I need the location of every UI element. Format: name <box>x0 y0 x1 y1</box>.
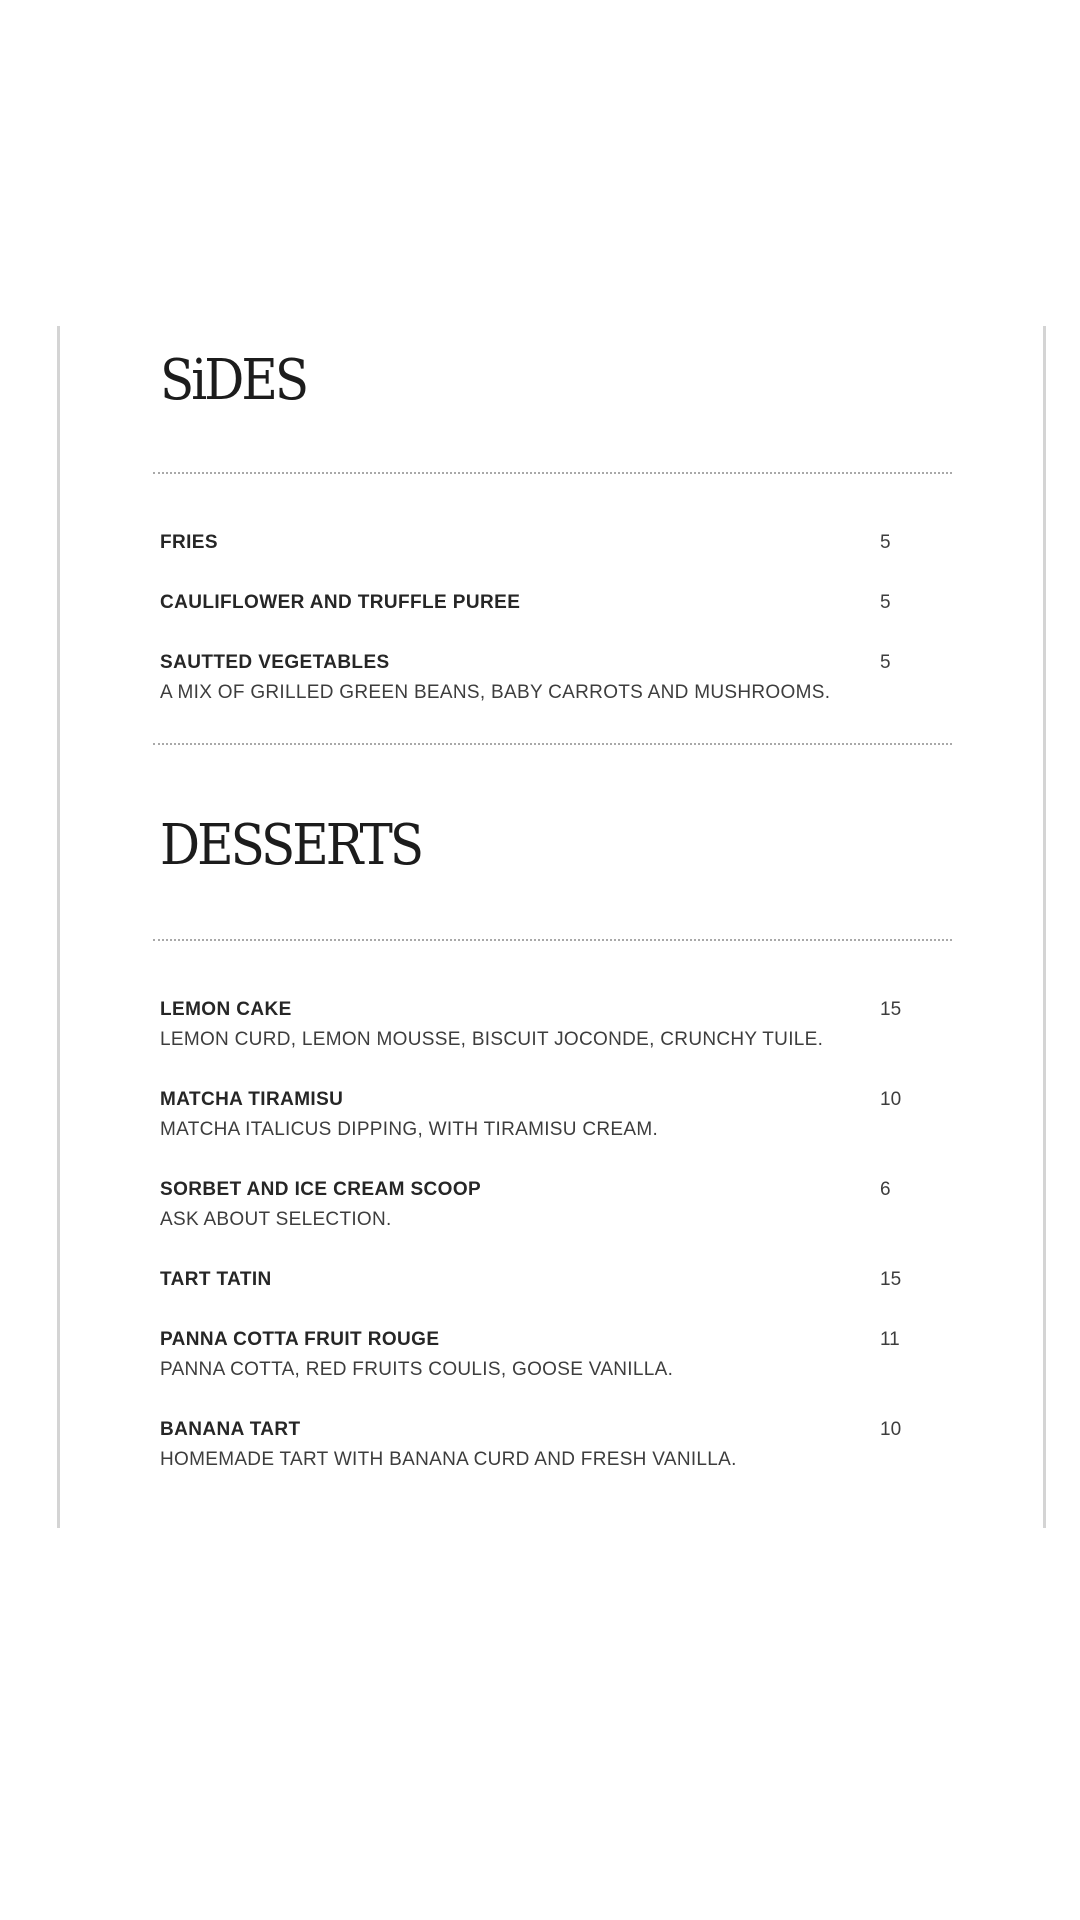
item-name: BANANA TART <box>160 1419 301 1440</box>
divider <box>153 472 952 474</box>
item-price: 15 <box>880 999 902 1020</box>
item-price: 11 <box>880 1329 900 1350</box>
item-description: MATCHA ITALICUS DIPPING, WITH TIRAMISU CREAM. <box>160 1119 659 1140</box>
item-name: FRIES <box>160 532 218 553</box>
item-name: MATCHA TIRAMISU <box>160 1089 344 1110</box>
divider <box>153 939 952 941</box>
divider <box>153 743 952 745</box>
item-price: 10 <box>880 1419 902 1440</box>
menu-item-cauliflower-puree <box>160 591 950 615</box>
item-name: PANNA COTTA FRUIT ROUGE <box>160 1329 440 1350</box>
menu-item-sorbet-ice-cream <box>160 1178 950 1232</box>
menu-item-panna-cotta <box>160 1328 950 1382</box>
item-description: PANNA COTTA, RED FRUITS COULIS, GOOSE VANILLA. <box>160 1359 674 1380</box>
menu-item-tart-tatin <box>160 1268 950 1292</box>
menu-item-fries <box>160 531 950 555</box>
item-name: SORBET AND ICE CREAM SCOOP <box>160 1179 482 1200</box>
item-name: LEMON CAKE <box>160 999 292 1020</box>
item-price: 5 <box>880 652 891 673</box>
item-name: TART TATIN <box>160 1269 272 1290</box>
item-price: 15 <box>880 1269 902 1290</box>
item-price: 5 <box>880 592 891 613</box>
item-name: CAULIFLOWER AND TRUFFLE PUREE <box>160 592 521 613</box>
item-description: LEMON CURD, LEMON MOUSSE, BISCUIT JOCONDE, CRUNCHY TUILE. <box>160 1029 824 1050</box>
item-description: HOMEMADE TART WITH BANANA CURD AND FRESH VANILLA. <box>160 1449 737 1470</box>
item-price: 6 <box>880 1179 891 1200</box>
menu-item-banana-tart <box>160 1418 950 1472</box>
menu-item-sautted-vegetables <box>160 651 950 705</box>
section-title-desserts: DESSERTS <box>160 812 422 878</box>
item-price: 5 <box>880 532 891 553</box>
menu-page <box>57 326 1046 1528</box>
section-title-sides: SiDES <box>160 347 307 413</box>
item-description: A MIX OF GRILLED GREEN BEANS, BABY CARROTS AND MUSHROOMS. <box>160 682 831 703</box>
item-price: 10 <box>880 1089 902 1110</box>
menu-item-matcha-tiramisu <box>160 1088 950 1142</box>
menu-item-lemon-cake <box>160 998 950 1052</box>
item-name: SAUTTED VEGETABLES <box>160 652 390 673</box>
item-description: ASK ABOUT SELECTION. <box>160 1209 392 1230</box>
